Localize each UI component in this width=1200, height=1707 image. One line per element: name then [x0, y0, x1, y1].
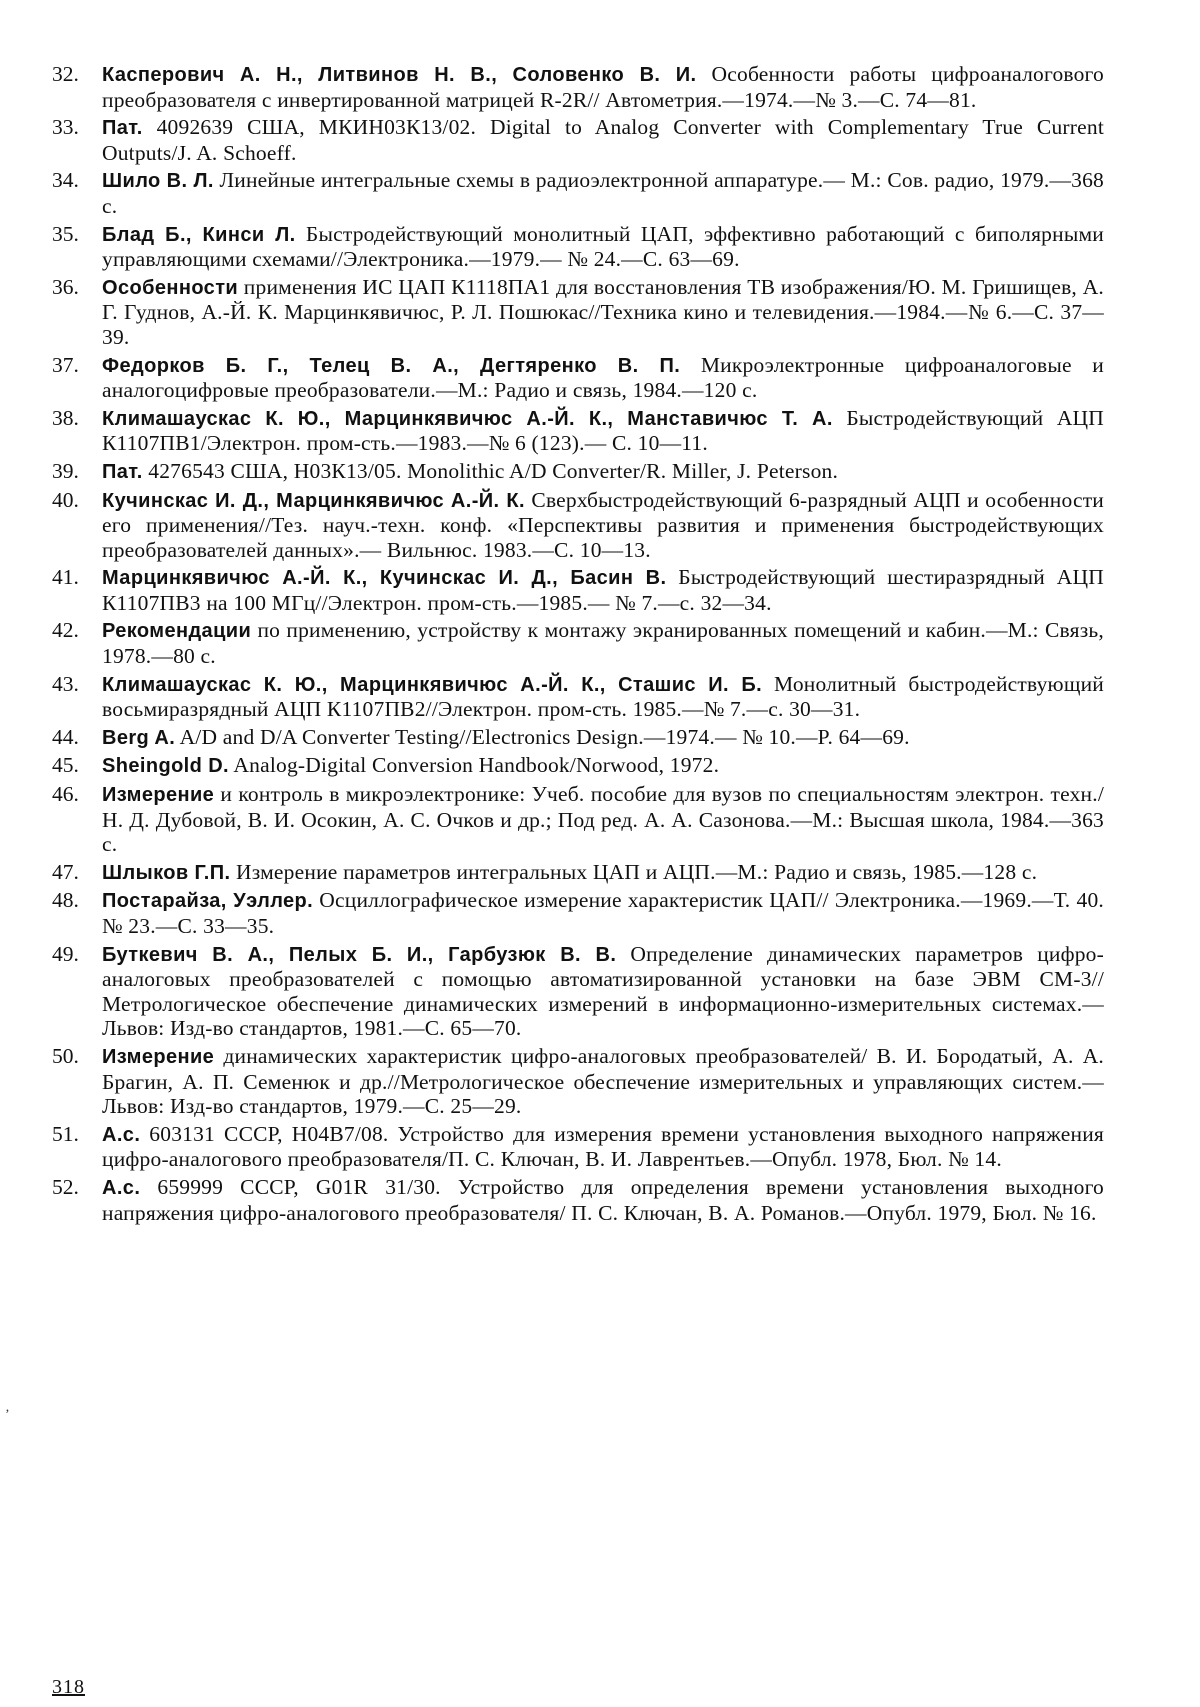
reference-number: 44.	[52, 725, 102, 751]
reference-author: Федорков Б. Г., Телец В. А., Дегтяренко В. П.	[102, 355, 680, 377]
reference-body: 4092639 США, МКИН03К13/02. Digital to Analog Converter with Complementary True Current Outputs/J. A. Schoeff.	[102, 115, 1104, 165]
reference-text	[102, 168, 1104, 218]
reference-author: Климашаускас К. Ю., Марцинкявичюс А.-Й. К., Сташис И. Б.	[102, 674, 762, 696]
reference-text	[102, 725, 1104, 751]
reference-text	[102, 275, 1104, 350]
reference-author: Марцинкявичюс А.-Й. К., Кучинскас И. Д., Басин В.	[102, 567, 666, 589]
reference-body: Analog-Digital Conversion Handbook/Norwood, 1972.	[229, 753, 719, 777]
reference-body: динамических характеристик цифро-аналоговых преобразователей/ В. И. Бородатый, А. А. Брагин, А. П. Семенюк и др.//Метрологическое обеспечение измерительных и управляющих систем.—Львов: Изд-во стандартов, 1979.—С. 25—29.	[102, 1044, 1104, 1118]
reference-text	[102, 222, 1104, 272]
reference-item	[52, 459, 1104, 485]
reference-body: Быстродействующий монолитный ЦАП, эффективно работающий с биполярными управляющими схемами//Электроника.—1979.— № 24.—С. 63—69.	[102, 222, 1104, 272]
reference-body: Монолитный быстродействующий восьмиразрядный АЦП К1107ПВ2//Электрон. пром-сть. 1985.—№ 7.—с. 30—31.	[102, 672, 1104, 722]
reference-body: и контроль в микроэлектронике: Учеб. пособие для вузов по специальностям электрон. техн./Н. Д. Дубовой, В. И. Осокин, А. С. Очков и др.; Под ред. А. А. Сазонова.—М.: Высшая школа, 1984.—363 с.	[102, 782, 1104, 856]
reference-author: Кучинскас И. Д., Марцинкявичюс А.-Й. К.	[102, 490, 525, 512]
reference-number: 32.	[52, 62, 102, 112]
stray-mark: ‚	[5, 1400, 10, 1416]
reference-text	[102, 942, 1104, 1041]
reference-item	[52, 753, 1104, 779]
reference-author: Berg A.	[102, 727, 175, 749]
reference-number: 48.	[52, 888, 102, 938]
reference-item	[52, 1122, 1104, 1172]
reference-list	[52, 62, 1104, 1228]
reference-text	[102, 406, 1104, 456]
reference-item	[52, 618, 1104, 668]
reference-text	[102, 353, 1104, 403]
reference-author: А.с.	[102, 1177, 140, 1199]
reference-number: 33.	[52, 115, 102, 165]
reference-author: Sheingold D.	[102, 755, 229, 777]
reference-number: 41.	[52, 565, 102, 615]
reference-text	[102, 459, 1104, 485]
reference-number: 39.	[52, 459, 102, 485]
reference-number: 36.	[52, 275, 102, 350]
reference-item	[52, 488, 1104, 563]
reference-author: А.с.	[102, 1124, 140, 1146]
reference-author: Буткевич В. А., Пелых Б. И., Гарбузюк В. В.	[102, 944, 616, 966]
reference-number: 51.	[52, 1122, 102, 1172]
reference-author: Блад Б., Кинси Л.	[102, 224, 296, 246]
reference-author: Измерение	[102, 1046, 214, 1068]
reference-number: 34.	[52, 168, 102, 218]
reference-item	[52, 860, 1104, 886]
reference-item	[52, 888, 1104, 938]
reference-body: A/D and D/A Converter Testing//Electronics Design.—1974.— № 10.—P. 64—69.	[175, 725, 910, 749]
reference-item	[52, 222, 1104, 272]
reference-body: Сверхбыстродействующий 6-разрядный АЦП и особенности его применения//Тез. науч.-техн. конф. «Перспективы развития и применения быстродействующих преобразователей данных».— Вильнюс. 1983.—С. 10—13.	[102, 488, 1104, 562]
reference-author: Пат.	[102, 117, 143, 139]
document-page	[0, 0, 1200, 1707]
reference-text	[102, 782, 1104, 857]
reference-item	[52, 565, 1104, 615]
reference-author: Касперович А. Н., Литвинов Н. В., Соловенко В. И.	[102, 64, 697, 86]
reference-item	[52, 782, 1104, 857]
reference-body: 4276543 США, Н03К13/05. Monolithic A/D Converter/R. Miller, J. Peterson.	[143, 459, 838, 483]
reference-text	[102, 753, 1104, 779]
reference-item	[52, 406, 1104, 456]
reference-number: 38.	[52, 406, 102, 456]
reference-author: Рекомендации	[102, 620, 251, 642]
reference-item	[52, 1175, 1104, 1225]
reference-text	[102, 565, 1104, 615]
reference-text	[102, 1122, 1104, 1172]
reference-author: Особенности	[102, 277, 238, 299]
reference-number: 45.	[52, 753, 102, 779]
reference-item	[52, 62, 1104, 112]
reference-number: 50.	[52, 1044, 102, 1119]
page-number: 318	[52, 1676, 85, 1699]
reference-number: 40.	[52, 488, 102, 563]
reference-number: 49.	[52, 942, 102, 1041]
reference-item	[52, 168, 1104, 218]
reference-body: Быстродействующий АЦП К1107ПВ1/Электрон. пром-сть.—1983.—№ 6 (123).— С. 10—11.	[102, 406, 1104, 456]
reference-body: 603131 СССР, Н04В7/08. Устройство для измерения времени установления выходного напряжения цифро-аналогового преобразователя/П. С. Ключан, В. И. Лаврентьев.—Опубл. 1978, Бюл. № 14.	[102, 1122, 1104, 1172]
reference-body: Измерение параметров интегральных ЦАП и АЦП.—М.: Радио и связь, 1985.—128 с.	[230, 860, 1037, 884]
reference-author: Шлыков Г.П.	[102, 862, 230, 884]
reference-item	[52, 1044, 1104, 1119]
reference-text	[102, 888, 1104, 938]
reference-text	[102, 115, 1104, 165]
reference-author: Шило В. Л.	[102, 170, 214, 192]
reference-body: по применению, устройству к монтажу экранированных помещений и кабин.—М.: Связь, 1978.—80 с.	[102, 618, 1104, 668]
reference-item	[52, 353, 1104, 403]
reference-number: 46.	[52, 782, 102, 857]
reference-number: 52.	[52, 1175, 102, 1225]
reference-author: Измерение	[102, 784, 214, 806]
reference-number: 35.	[52, 222, 102, 272]
reference-body: Определение динамических параметров цифро-аналоговых преобразователей с помощью автоматизированной установки на базе ЭВМ СМ-3//Метрологическое обеспечение динамических измерений в информационно-измерительных системах.—Львов: Изд-во стандартов, 1981.—С. 65—70.	[102, 942, 1104, 1041]
reference-item	[52, 275, 1104, 350]
reference-author: Климашаускас К. Ю., Марцинкявичюс А.-Й. К., Манставичюс Т. А.	[102, 408, 833, 430]
reference-number: 37.	[52, 353, 102, 403]
reference-text	[102, 62, 1104, 112]
reference-text	[102, 860, 1104, 886]
reference-author: Постарайза, Уэллер.	[102, 890, 313, 912]
reference-text	[102, 1044, 1104, 1119]
reference-item	[52, 115, 1104, 165]
reference-number: 47.	[52, 860, 102, 886]
reference-text	[102, 488, 1104, 563]
reference-body: 659999 СССР, G01R 31/30. Устройство для определения времени установления выходного напряжения цифро-аналогового преобразователя/ П. С. Ключан, В. А. Романов.—Опубл. 1979, Бюл. № 16.	[102, 1175, 1104, 1225]
reference-body: Микроэлектронные цифроаналоговые и аналогоцифровые преобразователи.—М.: Радио и связь, 1984.—120 с.	[102, 353, 1104, 403]
reference-item	[52, 672, 1104, 722]
reference-number: 42.	[52, 618, 102, 668]
reference-number: 43.	[52, 672, 102, 722]
reference-author: Пат.	[102, 461, 143, 483]
reference-body: Линейные интегральные схемы в радиоэлектронной аппаратуре.— М.: Сов. радио, 1979.—368 с.	[102, 168, 1104, 218]
reference-item	[52, 725, 1104, 751]
reference-text	[102, 672, 1104, 722]
reference-body: Быстродействующий шестиразрядный АЦП К1107ПВ3 на 100 МГц//Электрон. пром-сть.—1985.— № 7.—с. 32—34.	[102, 565, 1104, 615]
reference-text	[102, 1175, 1104, 1225]
reference-body: Осциллографическое измерение характеристик ЦАП// Электроника.—1969.—Т. 40. № 23.—С. 33—35.	[102, 888, 1104, 938]
reference-text	[102, 618, 1104, 668]
reference-body: применения ИС ЦАП К1118ПА1 для восстановления ТВ изображения/Ю. М. Гришищев, А. Г. Гуднов, А.-Й. К. Марцинкявичюс, Р. Л. Пошюкас//Техника кино и телевидения.—1984.—№ 6.—С. 37—39.	[102, 275, 1104, 349]
reference-body: Особенности работы цифроаналогового преобразователя с инвертированной матрицей R-2R// Автометрия.—1974.—№ 3.—С. 74—81.	[102, 62, 1104, 112]
reference-item	[52, 942, 1104, 1041]
